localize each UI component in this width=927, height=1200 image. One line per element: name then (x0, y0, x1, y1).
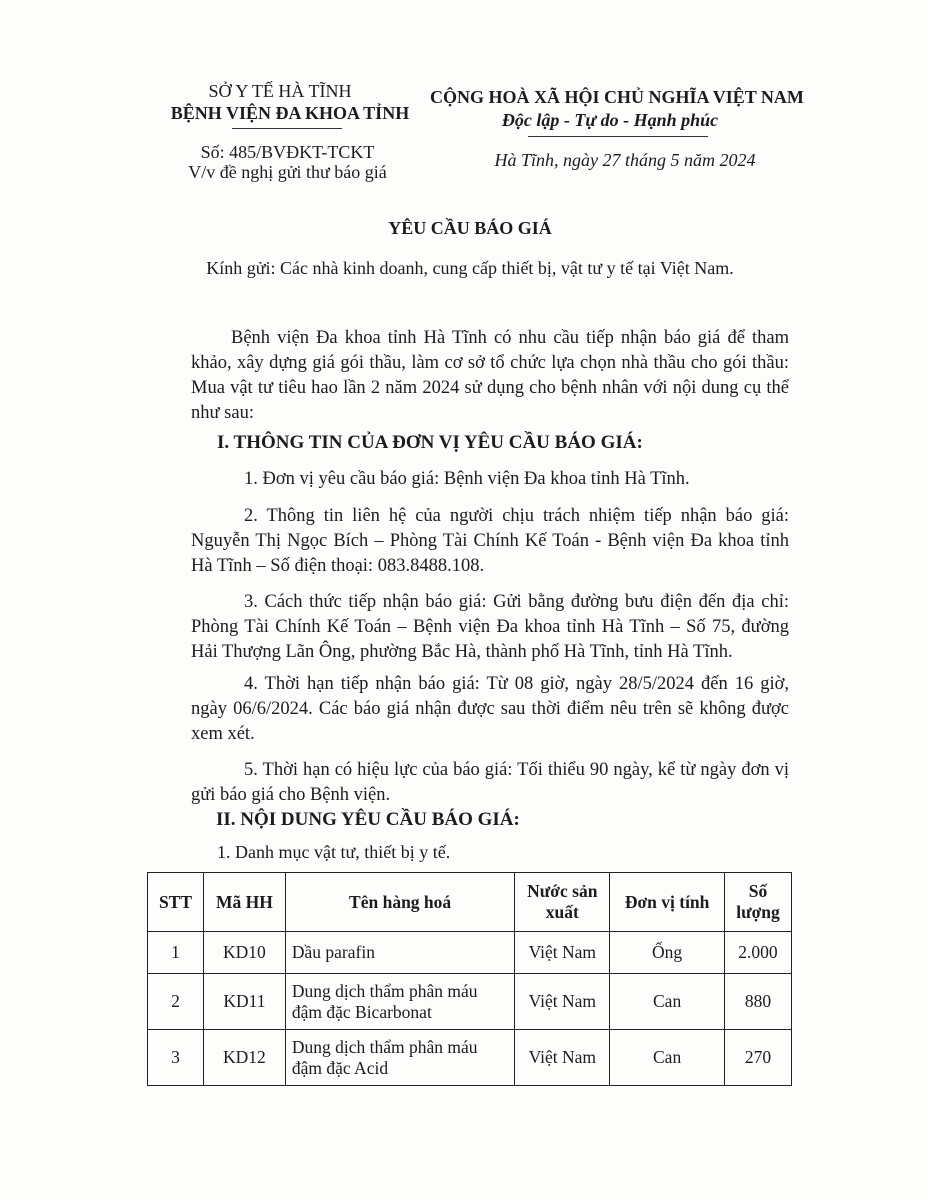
col-header-code: Mã HH (203, 873, 285, 932)
section-1-item-3: 3. Cách thức tiếp nhận báo giá: Gửi bằng đường bưu điện đến địa chỉ: Phòng Tài Chính Kế Toán – Bệnh viện Đa khoa tỉnh Hà Tĩnh – Số 75, đường Hải Thượng Lãn Ông, phường Bắc Hà, thành phố Hà Tĩnh, tỉnh Hà Tĩnh. (191, 592, 789, 662)
national-motto: Độc lập - Tự do - Hạnh phúc (501, 110, 719, 130)
table-row (148, 932, 792, 974)
cell-stt: 1 (148, 932, 204, 974)
cell-quantity: 880 (724, 974, 791, 1030)
cell-name: Dung dịch thẩm phân máu đậm đặc Acid (285, 1030, 515, 1086)
table-header-row (148, 873, 792, 932)
country-name: CỘNG HOÀ XÃ HỘI CHỦ NGHĨA VIỆT NAM (430, 87, 804, 107)
col-header-stt: STT (148, 873, 204, 932)
cell-code: KD11 (203, 974, 285, 1030)
cell-origin: Việt Nam (515, 1030, 610, 1086)
cell-quantity: 2.000 (724, 932, 791, 974)
col-header-name: Tên hàng hoá (285, 873, 515, 932)
col-header-unit: Đơn vị tính (610, 873, 725, 932)
recipient-line: Kính gửi: Các nhà kinh doanh, cung cấp thiết bị, vật tư y tế tại Việt Nam. (206, 258, 734, 278)
cell-unit: Can (610, 974, 725, 1030)
cell-name: Dầu parafin (285, 932, 515, 974)
document-title: YÊU CẦU BÁO GIÁ (388, 218, 552, 238)
cell-stt: 2 (148, 974, 204, 1030)
section-1-item-4: 4. Thời hạn tiếp nhận báo giá: Từ 08 giờ, ngày 28/5/2024 đến 16 giờ, ngày 06/6/2024. Các báo giá nhận được sau thời điểm nêu trên sẽ không được xem xét. (191, 674, 789, 744)
table-row (148, 974, 792, 1030)
cell-code: KD12 (203, 1030, 285, 1086)
cell-unit: Ống (610, 932, 725, 974)
cell-name: Dung dịch thẩm phân máu đậm đặc Bicarbonat (285, 974, 515, 1030)
cell-stt: 3 (148, 1030, 204, 1086)
items-table (147, 872, 792, 1086)
cell-origin: Việt Nam (515, 932, 610, 974)
header-underline-left (232, 128, 342, 129)
cell-origin: Việt Nam (515, 974, 610, 1030)
section-2-heading: II. NỘI DUNG YÊU CẦU BÁO GIÁ: (216, 809, 520, 830)
document-subject: V/v đề nghị gửi thư báo giá (188, 162, 387, 182)
header-underline-right (528, 136, 708, 137)
agency-name: SỞ Y TẾ HÀ TĨNH (208, 81, 352, 101)
section-1-item-1: 1. Đơn vị yêu cầu báo giá: Bệnh viện Đa khoa tỉnh Hà Tĩnh. (244, 469, 690, 489)
place-date: Hà Tĩnh, ngày 27 tháng 5 năm 2024 (494, 150, 756, 170)
section-1-item-5: 5. Thời hạn có hiệu lực của báo giá: Tối thiểu 90 ngày, kể từ ngày đơn vị gửi báo giá cho Bệnh viện. (191, 760, 789, 805)
section-1-item-2: 2. Thông tin liên hệ của người chịu trách nhiệm tiếp nhận báo giá: Nguyễn Thị Ngọc Bích – Phòng Tài Chính Kế Toán - Bệnh viện Đa khoa tỉnh Hà Tĩnh – Số điện thoại: 083.8488.108. (191, 506, 789, 576)
intro-paragraph: Bệnh viện Đa khoa tỉnh Hà Tĩnh có nhu cầu tiếp nhận báo giá để tham khảo, xây dựng giá gói thầu, làm cơ sở tổ chức lựa chọn nhà thầu cho gói thầu: Mua vật tư tiêu hao lần 2 năm 2024 sử dụng cho bệnh nhân với nội dung cụ thể như sau: (191, 328, 789, 423)
section-2-subheading: 1. Danh mục vật tư, thiết bị y tế. (217, 842, 451, 862)
section-1-heading: I. THÔNG TIN CỦA ĐƠN VỊ YÊU CẦU BÁO GIÁ: (217, 432, 643, 453)
cell-unit: Can (610, 1030, 725, 1086)
col-header-quantity: Số lượng (724, 873, 791, 932)
table-row (148, 1030, 792, 1086)
document-number: Số: 485/BVĐKT-TCKT (200, 142, 375, 162)
col-header-origin: Nước sản xuất (515, 873, 610, 932)
cell-quantity: 270 (724, 1030, 791, 1086)
cell-code: KD10 (203, 932, 285, 974)
hospital-name: BỆNH VIỆN ĐA KHOA TỈNH (170, 103, 410, 123)
